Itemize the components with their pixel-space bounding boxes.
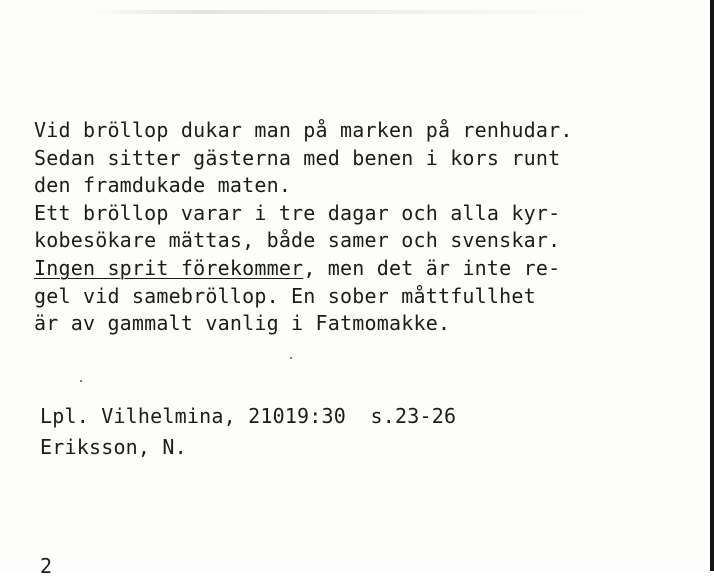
reference-line: Eriksson, N. [40, 435, 187, 459]
page-mark: 2 [40, 554, 53, 578]
reference-line: Lpl. Vilhelmina, 21019:30 s.23-26 [40, 404, 457, 428]
card-edge [710, 0, 714, 571]
text-line: Sedan sitter gästerna med benen i kors runt [34, 145, 561, 170]
underlined-phrase: Ingen sprit förekommer [34, 255, 304, 280]
text-line [34, 255, 674, 283]
text-line-rest: , men det är inte re- [303, 255, 561, 280]
body-text [34, 117, 674, 338]
text-line: kobesökare mättas, både samer och svenskar. [34, 228, 561, 253]
text-line: Vid bröllop dukar man på marken på renhudar. [34, 118, 573, 142]
reference-block [40, 401, 456, 463]
text-line: Ett bröllop varar i tre dagar och alla kyr- [34, 200, 561, 225]
text-line: är av gammalt vanlig i Fatmomakke. [34, 311, 451, 336]
text-line: den framdukade maten. [34, 173, 292, 198]
top-smudge [90, 10, 610, 14]
text-line: gel vid samebröllop. En sober måttfullhet [34, 283, 536, 308]
ink-speck [80, 380, 82, 382]
ink-speck [290, 357, 292, 359]
